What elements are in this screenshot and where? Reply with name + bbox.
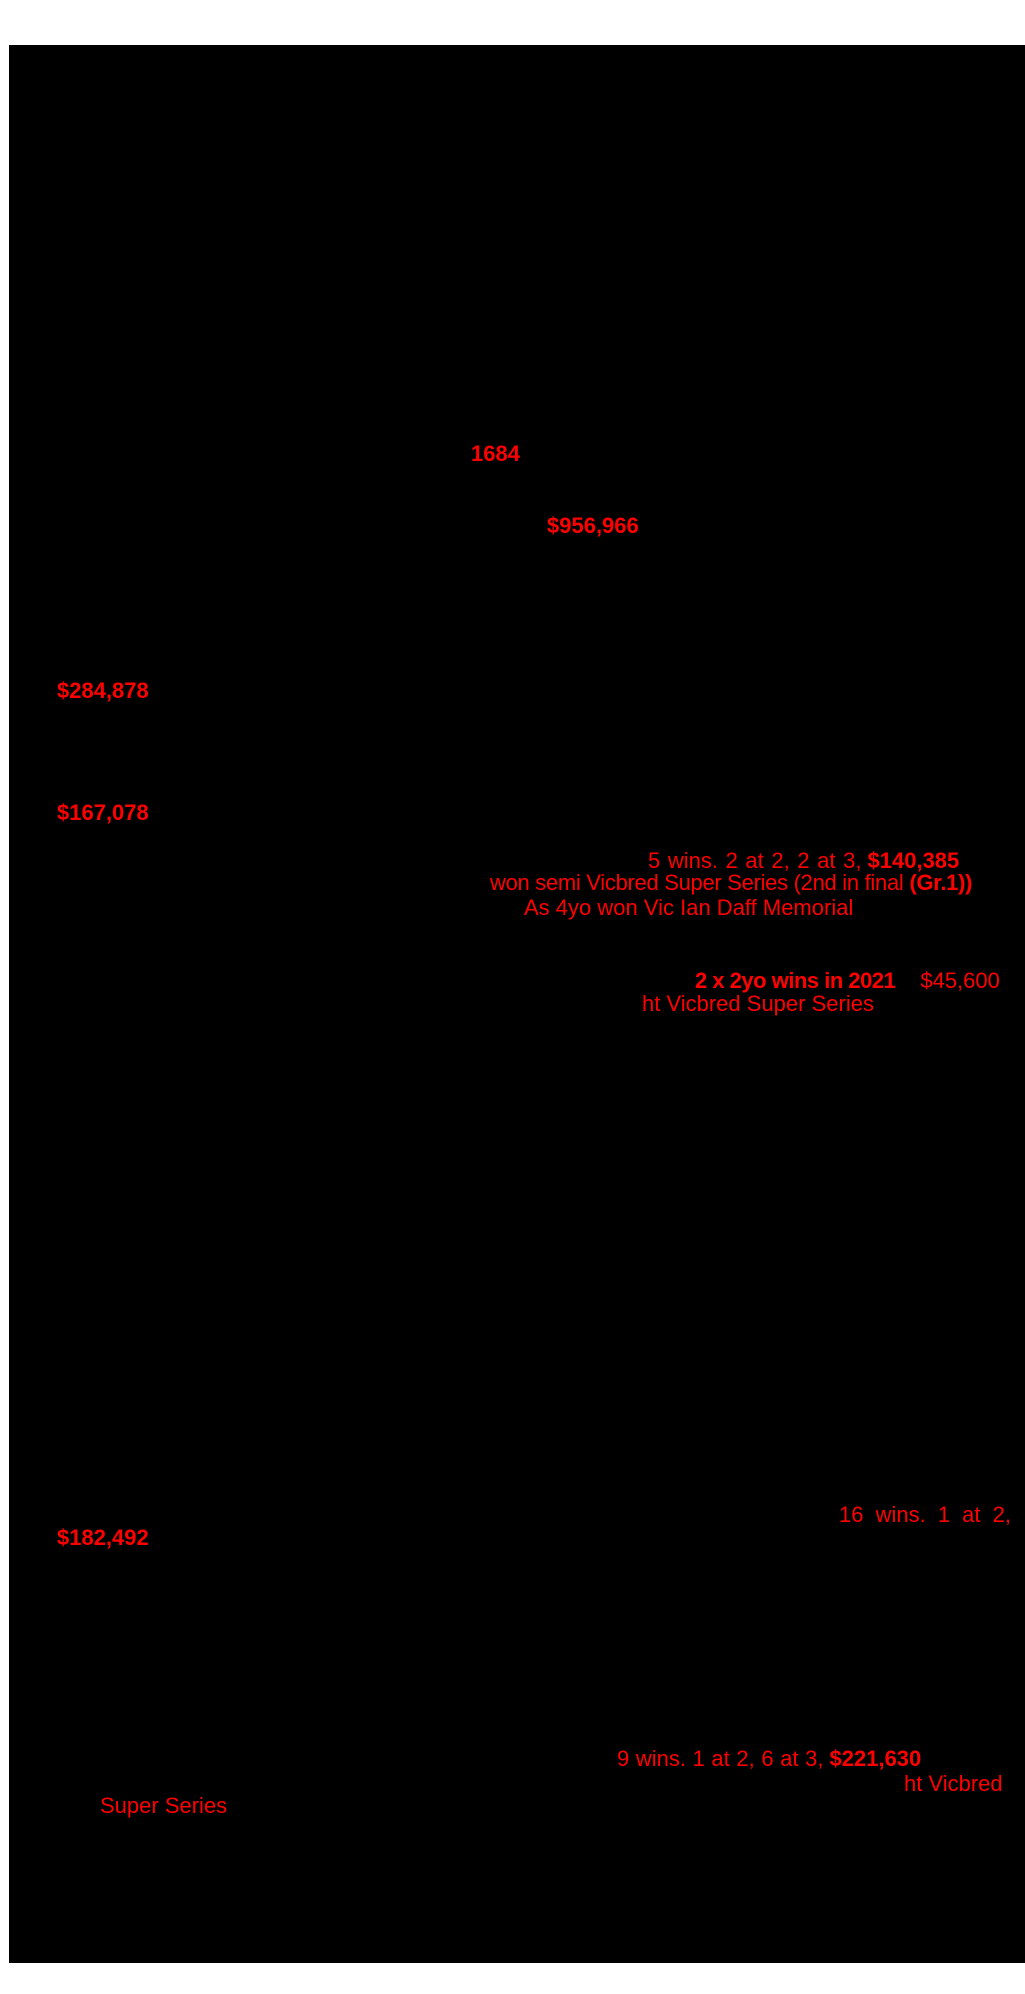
race-note-2: As 4yo won Vic Ian Daff Memorial [524,895,854,920]
race-record-1-earnings: $140,385 [867,848,960,873]
race-record-2 [695,970,1000,992]
race-note-1-text: won semi Vicbred Super Series (2nd in final [490,870,904,895]
race-record-1-text: 5 wins. 2 at 2, 2 at 3, [648,848,862,873]
earnings-amount-4: $182,492 [57,1525,149,1550]
race-record-3: 16 wins. 1 at 2, [839,1502,1011,1527]
race-record-4 [617,1748,921,1770]
race-note-1 [490,872,972,894]
earnings-amount-2: $284,878 [57,678,149,703]
race-record-1 [648,850,959,872]
lot-number: 1684 [471,441,520,466]
race-note-4: ht Vicbred [904,1771,1003,1796]
race-record-4-text: 9 wins. 1 at 2, 6 at 3, [617,1746,824,1771]
race-record-2-text: 2 x 2yo wins in 2021 [695,968,896,993]
earnings-amount-1: $956,966 [547,513,639,538]
race-record-4-earnings: $221,630 [829,1746,922,1771]
earnings-amount-3: $167,078 [57,800,149,825]
race-record-2-earnings: $45,600 [920,968,1000,993]
race-note-5: Super Series [100,1793,228,1818]
race-note-1-group-tag: (Gr.1)) [909,870,973,895]
race-note-3: ht Vicbred Super Series [642,991,874,1016]
